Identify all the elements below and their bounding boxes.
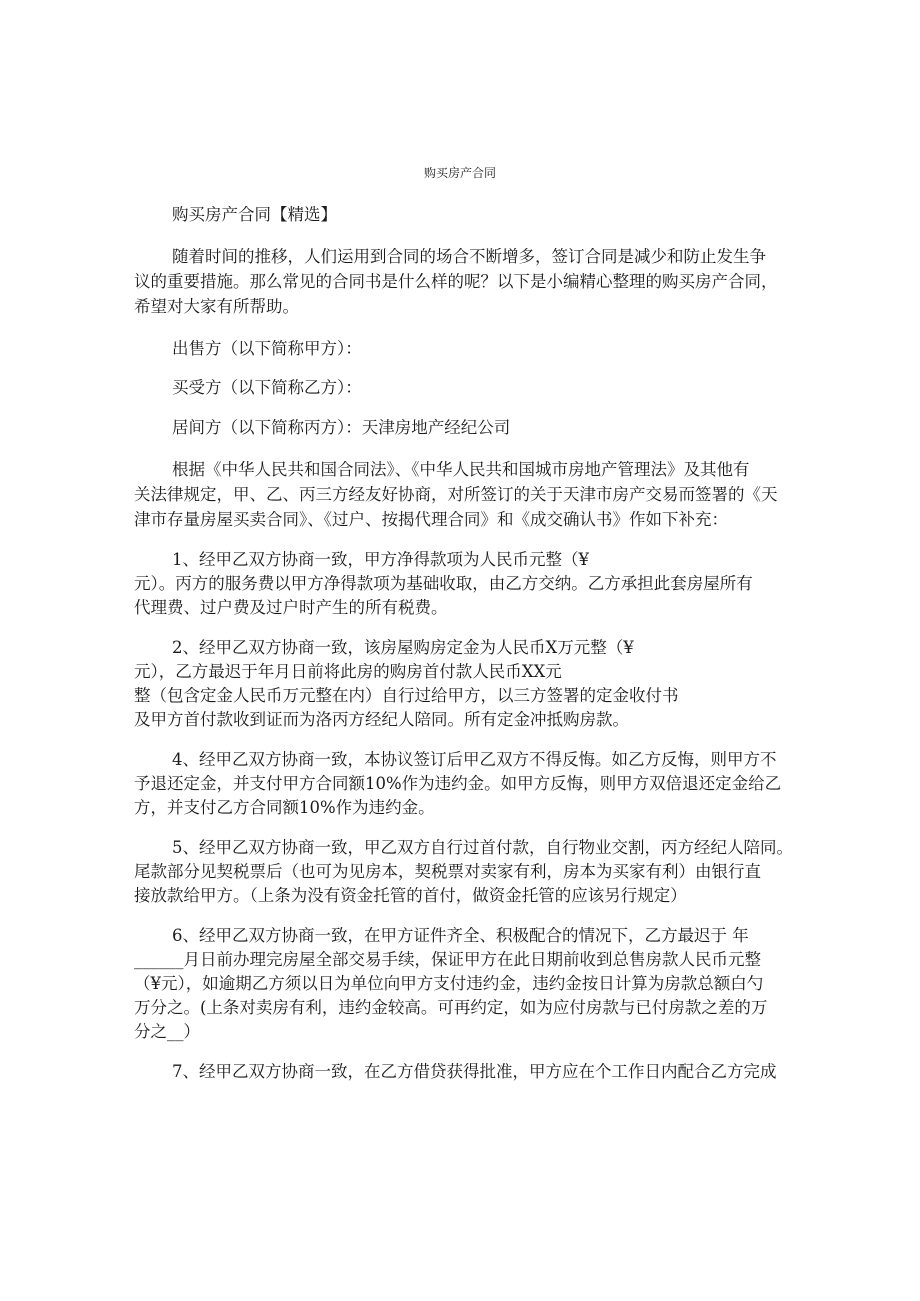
clause-6-line-1: 6、经甲乙双方协商一致，在甲方证件齐全、积极配合的情况下，乙方最迟于 年 <box>172 926 749 945</box>
clause-1-line-2: 元）。丙方的服务费以甲方净得款项为基础收取，由乙方交纳。乙方承担此套房屋所有 <box>134 574 753 593</box>
document-subtitle: 购买房产合同【精选】 <box>172 205 337 224</box>
intro-line-3: 希望对大家有所帮助。 <box>134 297 299 316</box>
clause-2-line-3: 整（包含定金人民币万元整在内）自行过给甲方，以三方签署的定金收付书 <box>134 686 679 705</box>
party-intermediary: 居间方（以下简称丙方）：天津房地产经纪公司 <box>172 418 511 437</box>
basis-line-3: 津市存量房屋买卖合同》、《过户、按揭代理合同》和《成交确认书》作如下补充： <box>134 510 728 529</box>
clause-5-line-2: 尾款部分见契税票后（也可为见房本，契税票对卖家有利，房本为买家有利）由银行直 <box>134 862 761 881</box>
clause-6-line-4: 万分之。(上条对卖房有利，违约金较高。可再约定，如为应付房款与已付房款之差的万 <box>134 998 768 1017</box>
clause-4-line-3: 方，并支付乙方合同额10%作为违约金。 <box>134 798 435 817</box>
intro-line-1: 随着时间的推移，人们运用到合同的场合不断增多，签订合同是减少和防止发生争 <box>172 247 766 266</box>
party-buyer: 买受方（以下简称乙方）： <box>172 378 362 397</box>
clause-4-line-1: 4、经甲乙双方协商一致，本协议签订后甲乙双方不得反悔。如乙方反悔，则甲方不 <box>172 750 777 769</box>
document-title: 购买房产合同 <box>423 166 496 180</box>
clause-5-line-1: 5、经甲乙双方协商一致，甲乙双方自行过首付款，自行物业交割，丙方经纪人陪同。 <box>172 838 793 857</box>
clause-1-line-3: 代理费、过户费及过户时产生的所有税费。 <box>134 598 448 617</box>
clause-5-line-3: 接放款给甲方。（上条为没有资金托管的首付，做资金托管的应该另行规定） <box>134 886 687 905</box>
clause-4-line-2: 予退还定金，并支付甲方合同额10%作为违约金。如甲方反悔，则甲方双倍退还定金给乙 <box>134 774 782 793</box>
clause-6-line-5: 分之__） <box>134 1022 200 1041</box>
clause-7-line-1: 7、经甲乙双方协商一致，在乙方借贷获得批准，甲方应在个工作日内配合乙方完成 <box>172 1062 777 1081</box>
intro-line-2: 议的重要措施。那么常见的合同书是什么样的呢？以下是小编精心整理的购买房产合同， <box>134 272 778 291</box>
clause-2-line-2: 元），乙方最迟于年月日前将此房的购房首付款人民币XX元 <box>134 662 562 681</box>
basis-line-1: 根据《中华人民共和国合同法》、《中华人民共和国城市房地产管理法》及其他有 <box>172 460 750 479</box>
clause-6-line-2: ______月日前办理完房屋全部交易手续，保证甲方在此日期前收到总售房款人民币元整 <box>134 950 761 969</box>
basis-line-2: 关法律规定，甲、乙、丙三方经友好协商，对所签订的关于天津市房产交易而签署的《天 <box>134 485 778 504</box>
clause-2-line-4: 及甲方首付款收到证而为洛丙方经纪人陪同。所有定金冲抵购房款。 <box>134 710 629 729</box>
clause-2-line-1: 2、经甲乙双方协商一致，该房屋购房定金为人民币X万元整（¥ <box>172 638 634 657</box>
clause-6-line-3: （¥元），如逾期乙方须以日为单位向甲方支付违约金，违约金按日计算为房款总额白勺 <box>134 974 764 993</box>
clause-1-line-1: 1、经甲乙双方协商一致，甲方净得款项为人民币元整（¥ <box>172 550 589 569</box>
party-seller: 出售方（以下简称甲方）： <box>172 339 362 358</box>
